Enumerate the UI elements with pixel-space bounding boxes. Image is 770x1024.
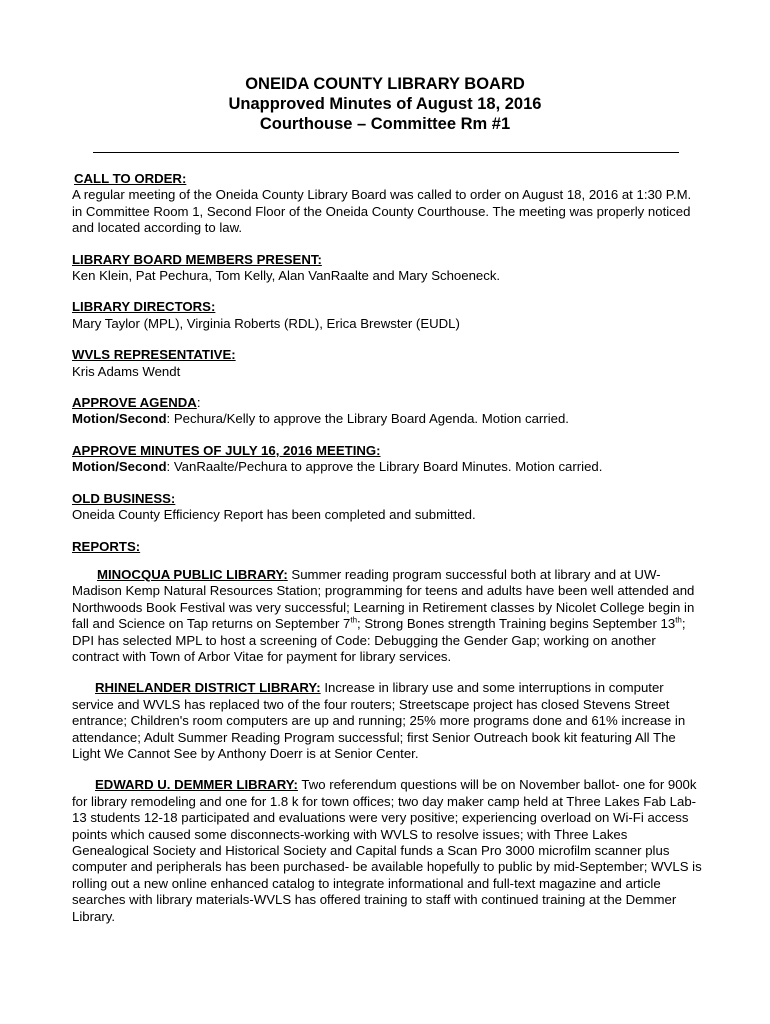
header-divider	[93, 152, 679, 153]
demmer-text: Two referendum questions will be on November ballot- one for 900k for library remodeling and one for 1.8 k for town offices; two day maker camp held at Three Lakes Fab Lab- 13 students 12-18 participated and evaluations were very positive; experiencing overload on Wi-Fi access points which caused some disconnects-working with WVLS to resolve issues; with Three Lakes Genealogical Society and Historical Society and Capital funds a Scan Pro 3000 microfilm scanner plus computer and peripherals has been purchased- be available hopefully to public by mid-September; WVLS is rolling out a new online enhanced catalog to integrate informational and full-text magazine and article searches with library materials-WVLS has offered training to staff with continued training at the Demmer Library.	[72, 777, 702, 924]
approve-minutes-motion-label: Motion/Second	[72, 459, 167, 475]
reports-heading: REPORTS:	[72, 538, 141, 554]
old-business-heading: OLD BUSINESS:	[72, 490, 176, 506]
section-wvls-representative	[72, 347, 702, 380]
section-directors	[72, 299, 702, 332]
approve-agenda-colon: :	[196, 395, 201, 411]
approve-minutes-heading: APPROVE MINUTES OF JULY 16, 2016 MEETING:	[72, 442, 381, 458]
rhinelander-title: RHINELANDER DISTRICT LIBRARY:	[95, 680, 321, 696]
document-header	[0, 74, 770, 134]
section-old-business	[72, 491, 702, 524]
call-to-order-heading: CALL TO ORDER:	[74, 171, 187, 186]
approve-minutes-motion-text: : VanRaalte/Pechura to approve the Library Board Minutes. Motion carried.	[166, 459, 603, 475]
approve-agenda-motion-label: Motion/Second	[72, 411, 167, 427]
minocqua-colon: :	[283, 566, 288, 582]
approve-agenda-heading-line	[72, 395, 702, 411]
members-present-heading: LIBRARY BOARD MEMBERS PRESENT:	[72, 251, 322, 267]
board-title: ONEIDA COUNTY LIBRARY BOARD	[245, 75, 525, 93]
minocqua-text-1: Summer reading program successful both at library and at UW-Madison Kemp Natural Resources Station; programming for teens and adults have been well attended and Northwoods Book Festival was very successful; Learning in Retirement classes by Nicolet College begin in fall and Science on Tap returns on September 7	[72, 566, 695, 632]
minocqua-sup-2: th	[675, 615, 682, 625]
minutes-body	[72, 171, 702, 940]
section-members-present	[72, 252, 702, 285]
minocqua-sup-1: th	[350, 615, 358, 625]
minocqua-text-2: ; Strong Bones strength Training begins September 13	[357, 616, 676, 632]
wvls-representative-heading: WVLS REPRESENTATIVE:	[72, 347, 236, 363]
approve-agenda-motion	[72, 411, 702, 427]
wvls-representative-text: Kris Adams Wendt	[72, 363, 181, 379]
minocqua-title: MINOCQUA PUBLIC LIBRARY	[97, 566, 284, 582]
directors-heading: LIBRARY DIRECTORS:	[72, 299, 216, 315]
report-demmer	[72, 777, 702, 925]
demmer-colon: :	[293, 777, 298, 793]
approve-agenda-heading: APPROVE AGENDA	[72, 395, 197, 411]
section-approve-agenda	[72, 395, 702, 428]
members-present-text: Ken Klein, Pat Pechura, Tom Kelly, Alan VanRaalte and Mary Schoeneck.	[72, 268, 501, 284]
section-call-to-order	[72, 171, 702, 237]
old-business-text: Oneida County Efficiency Report has been completed and submitted.	[72, 507, 476, 523]
section-approve-minutes	[72, 443, 702, 476]
approve-agenda-motion-text: : Pechura/Kelly to approve the Library Board Agenda. Motion carried.	[166, 411, 569, 427]
section-reports	[72, 539, 702, 555]
minocqua-text-3: ; DPI has selected MPL to host a screening of Code: Debugging the Gender Gap; working on another contract with Town of Arbor Vitae for payment for library services.	[72, 616, 686, 664]
directors-text: Mary Taylor (MPL), Virginia Roberts (RDL), Erica Brewster (EUDL)	[72, 315, 460, 331]
demmer-title: EDWARD U. DEMMER LIBRARY	[95, 777, 294, 793]
report-rhinelander	[72, 680, 702, 762]
minutes-title: Unapproved Minutes of August 18, 2016	[228, 95, 542, 113]
call-to-order-text: A regular meeting of the Oneida County Library Board was called to order on August 18, 2016 at 1:30 P.M. in Committee Room 1, Second Floor of the Oneida County Courthouse. The meeting was properly noticed and located according to law.	[72, 187, 692, 236]
approve-minutes-motion	[72, 459, 702, 475]
rhinelander-text: Increase in library use and some interruptions in computer service and WVLS has replaced two of the four routers; Streetscape project has closed Stevens Street entrance; Children's room computers are up and running; 25% more programs done and 61% increase in attendance; Adult Summer Reading Program successful; first Senior Outreach book kit featuring All The Light We Cannot See by Anthony Doerr is at Senior Center.	[72, 680, 686, 761]
location-title: Courthouse – Committee Rm #1	[259, 115, 511, 133]
report-minocqua	[72, 567, 702, 665]
